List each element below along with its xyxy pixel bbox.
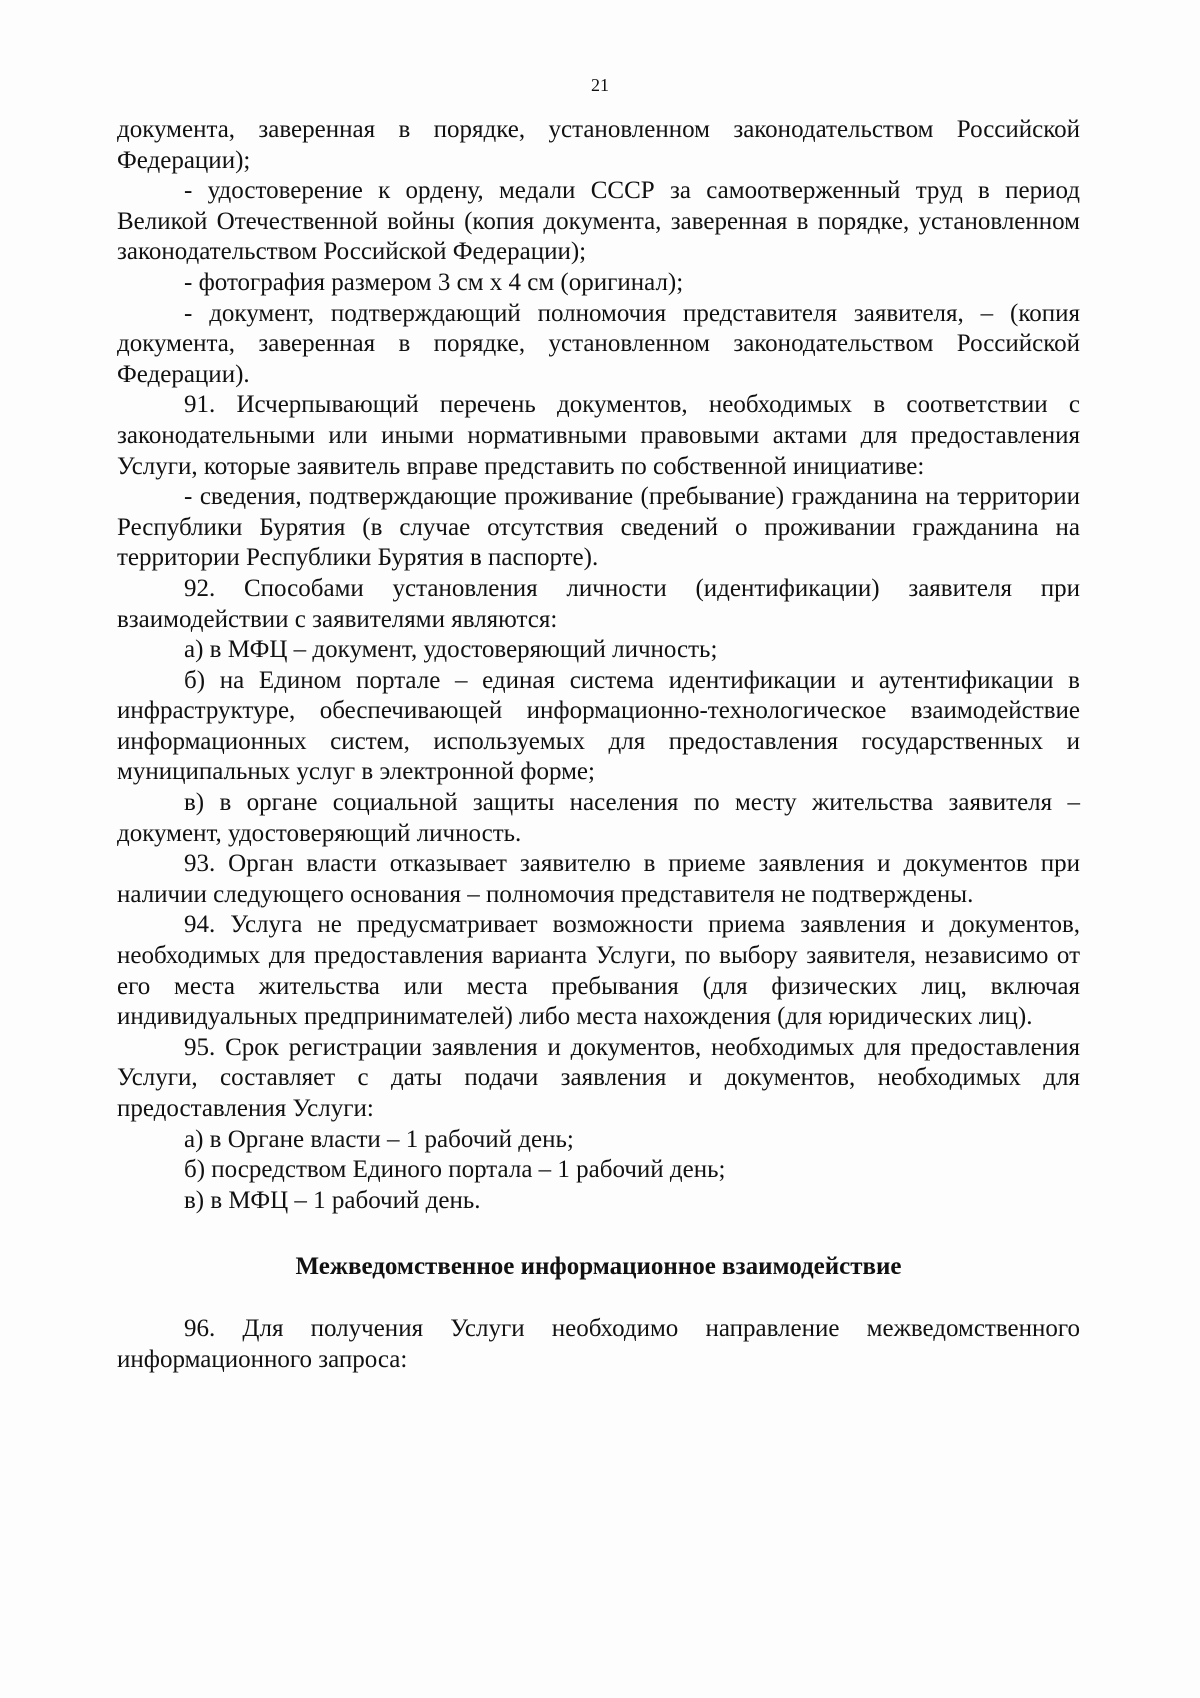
list-item-95-b: б) посредством Единого портала – 1 рабочий день; (184, 1156, 726, 1184)
list-item-95-c: в) в МФЦ – 1 рабочий день. (184, 1186, 481, 1214)
document-body (117, 115, 1080, 1376)
paragraph-95: 95. Срок регистрации заявления и документов, необходимых для предоставления Услуги, составляет с даты подачи заявления и документов, необходимых для предоставления Услуги: (117, 1033, 1080, 1122)
list-item-order-certificate: - удостоверение к ордену, медали СССР за самоотверженный труд в период Великой Отечественной войны (копия документа, заверенная в порядке, установленном законодательством Российской Федерации); (117, 177, 1080, 266)
list-item-photo: - фотография размером 3 см х 4 см (оригинал); (184, 268, 684, 296)
list-item-92-a: а) в МФЦ – документ, удостоверяющий личность; (184, 636, 718, 664)
paragraph-91: 91. Исчерпывающий перечень документов, необходимых в соответствии с законодательными или иными нормативными правовыми актами для предоставления Услуги, которые заявитель вправе представить по собственной инициативе: (117, 391, 1080, 480)
paragraph-96: 96. Для получения Услуги необходимо направление межведомственного информационного запроса: (117, 1315, 1080, 1373)
paragraph-93: 93. Орган власти отказывает заявителю в приеме заявления и документов при наличии следующего основания – полномочия представителя не подтверждены. (117, 850, 1080, 908)
paragraph-94: 94. Услуга не предусматривает возможности приема заявления и документов, необходимых для предоставления варианта Услуги, по выбору заявителя, независимо от его места жительства или места пребывания (для физических лиц, включая индивидуальных предпринимателей) либо места нахождения (для юридических лиц). (117, 911, 1080, 1031)
list-item-representative-document: - документ, подтверждающий полномочия представителя заявителя, – (копия документа, заверенная в порядке, установленном законодательством Российской Федерации). (117, 299, 1080, 388)
list-item-residence-info: - сведения, подтверждающие проживание (пребывание) гражданина на территории Республики Бурятия (в случае отсутствия сведений о проживании гражданина на территории Республики Бурятия в паспорте). (117, 483, 1080, 572)
paragraph-92: 92. Способами установления личности (идентификации) заявителя при взаимодействии с заявителями являются: (117, 574, 1080, 633)
list-item-95-a: а) в Органе власти – 1 рабочий день; (184, 1125, 574, 1153)
section-heading: Межведомственное информационное взаимодействие (295, 1253, 902, 1281)
page-number: 21 (591, 75, 609, 95)
list-item-92-b: б) на Едином портале – единая система идентификации и аутентификации в инфраструктуре, обеспечивающей информационно-технологическое взаимодействие информационных систем, используемых для предоставления государственных и муниципальных услуг в электронной форме; (117, 666, 1080, 786)
list-item-92-c: в) в органе социальной защиты населения по месту жительства заявителя – документ, удостоверяющий личность. (117, 789, 1080, 847)
paragraph-continuation: документа, заверенная в порядке, установленном законодательством Российской Федерации); (117, 116, 1080, 174)
